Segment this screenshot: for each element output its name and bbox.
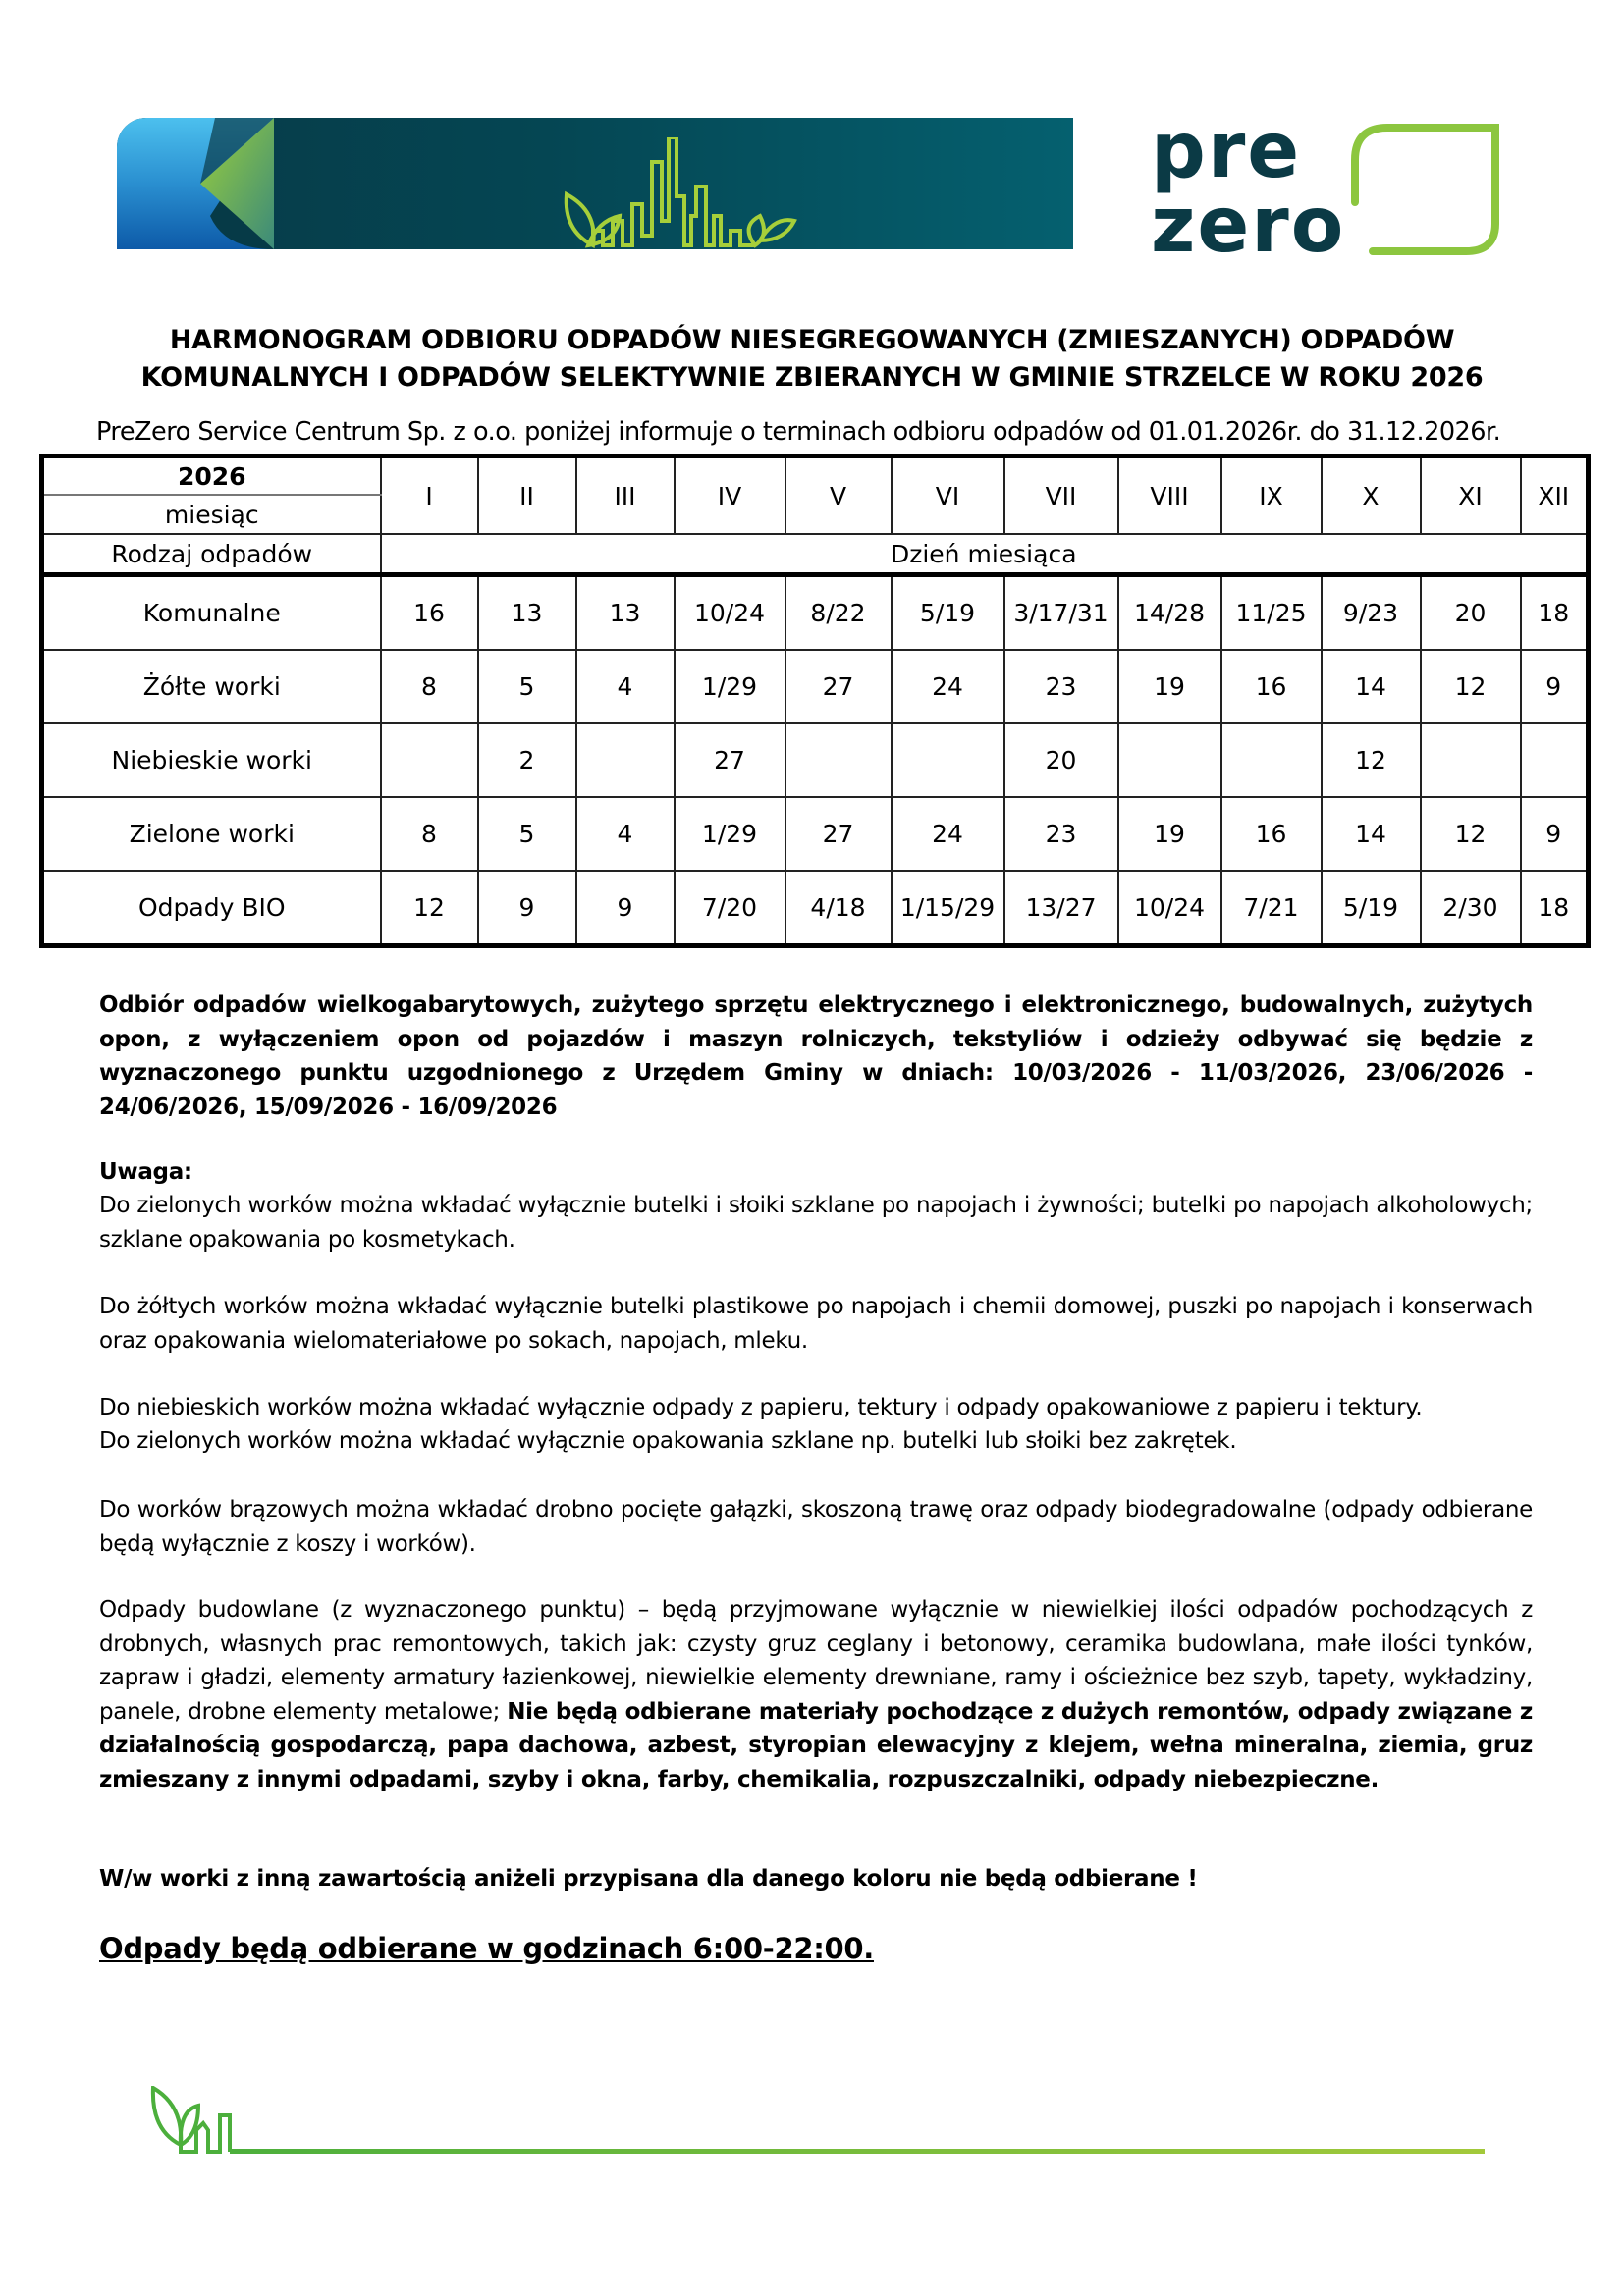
collection-day-cell: 16 xyxy=(1221,650,1322,723)
collection-day-cell: 18 xyxy=(1521,575,1589,651)
logo-text-zero: zero xyxy=(1151,182,1346,263)
collection-day-cell: 23 xyxy=(1004,650,1118,723)
waste-type-cell: Zielone worki xyxy=(42,797,381,871)
yellow-bags-note: Do żółtych worków można wkładać wyłącznie butelki plastikowe po napojach i chemii domowej, puszki po napojach i konserwach oraz opakowania wielomateriałowe po sokach, napojach, mleku. xyxy=(99,1294,1533,1354)
collection-day-cell: 14/28 xyxy=(1118,575,1221,651)
collection-day-cell xyxy=(1521,723,1589,797)
collection-day-cell: 24 xyxy=(892,650,1004,723)
construction-waste-excluded: Nie będą odbierane materiały pochodzące z dużych remontów, odpady związane z działalnością gospodarczą, papa dachowa, azbest, styropian elewacyjny z klejem, wełna mineralna, ziemia, gruz zmieszany z innymi odpadami, szyby i okna, farby, chemikalia, rozpuszczalniki, odpady niebezpieczne. xyxy=(99,1698,1534,1792)
collection-day-cell: 9 xyxy=(1521,797,1589,871)
day-of-month-label: Dzień miesiąca xyxy=(381,534,1589,575)
collection-day-cell: 1/29 xyxy=(675,650,785,723)
month-header: IX xyxy=(1221,456,1322,535)
collection-day-cell xyxy=(381,723,478,797)
bulky-waste-note: Odbiór odpadów wielkogabarytowych, zużytego sprzętu elektrycznego i elektronicznego, budowalnych, zużytych opon, z wyłączeniem opon od pojazdów i maszyn rolniczych, tekstyliów i odzieży odbywać się będzie z wyznaczonego punktu uzgodnionego z Urzędem Gminy w dniach: 10/03/2026 - 11/03/2026, 23/06/2026 - 24/06/2026, 15/09/2026 - 16/09/2026 xyxy=(99,992,1533,1120)
footer-leaf-line-graphic xyxy=(149,2086,1485,2157)
note-heading: Uwaga: xyxy=(99,1159,192,1185)
intro-text: PreZero Service Centrum Sp. z o.o. poniżej informuje o terminach odbioru odpadów od 01.01.2026r. do 31.12.2026r. xyxy=(96,417,1501,447)
collection-day-cell: 12 xyxy=(1421,650,1521,723)
header-banner xyxy=(117,118,1073,249)
collection-day-cell: 8/22 xyxy=(785,575,892,651)
collection-hours: Odpady będą odbierane w godzinach 6:00-22:00. xyxy=(99,1932,874,1965)
collection-day-cell: 9/23 xyxy=(1322,575,1421,651)
month-header: I xyxy=(381,456,478,535)
collection-day-cell: 5 xyxy=(478,797,576,871)
construction-waste-note xyxy=(99,1593,1533,1796)
month-header: X xyxy=(1322,456,1421,535)
table-row xyxy=(42,723,1589,797)
collection-day-cell: 20 xyxy=(1004,723,1118,797)
collection-day-cell: 4 xyxy=(576,797,675,871)
waste-type-cell: Żółte worki xyxy=(42,650,381,723)
waste-type-cell: Komunalne xyxy=(42,575,381,651)
collection-day-cell: 14 xyxy=(1322,797,1421,871)
collection-day-cell xyxy=(576,723,675,797)
year-header: 2026 xyxy=(42,456,381,496)
collection-day-cell xyxy=(1118,723,1221,797)
collection-day-cell: 18 xyxy=(1521,871,1589,946)
collection-day-cell: 14 xyxy=(1322,650,1421,723)
month-header: IV xyxy=(675,456,785,535)
table-row xyxy=(42,650,1589,723)
wrong-content-warning: W/w worki z inną zawartością aniżeli przypisana dla danego koloru nie będą odbierane ! xyxy=(99,1866,1198,1892)
collection-day-cell: 10/24 xyxy=(1118,871,1221,946)
collection-day-cell xyxy=(892,723,1004,797)
collection-day-cell: 2 xyxy=(478,723,576,797)
waste-type-cell: Niebieskie worki xyxy=(42,723,381,797)
collection-day-cell: 10/24 xyxy=(675,575,785,651)
green-bags-note: Do zielonych worków można wkładać wyłącznie butelki i słoiki szklane po napojach i żywności; butelki po napojach alkoholowych; szklane opakowania po kosmetykach. xyxy=(99,1193,1533,1253)
collection-day-cell: 9 xyxy=(576,871,675,946)
collection-day-cell: 4 xyxy=(576,650,675,723)
collection-day-cell: 8 xyxy=(381,797,478,871)
waste-type-cell: Odpady BIO xyxy=(42,871,381,946)
prezero-logo xyxy=(1147,116,1500,263)
collection-day-cell: 20 xyxy=(1421,575,1521,651)
waste-type-label: Rodzaj odpadów xyxy=(42,534,381,575)
month-header: II xyxy=(478,456,576,535)
month-header: III xyxy=(576,456,675,535)
collection-day-cell: 8 xyxy=(381,650,478,723)
leaf-icon xyxy=(153,2088,230,2152)
collection-day-cell: 12 xyxy=(1322,723,1421,797)
collection-day-cell: 4/18 xyxy=(785,871,892,946)
collection-day-cell: 23 xyxy=(1004,797,1118,871)
collection-day-cell: 24 xyxy=(892,797,1004,871)
construction-waste-allowed: Odpady budowlane (z wyznaczonego punktu) – będą przyjmowane wyłącznie w niewielkiej ilości odpadów pochodzących z drobnych, własnych prac remontowych, takich jak: czysty gruz ceglany i betonowy, ceramika budowlana, małe ilości tynków, zapraw i gładzi, elementy armatury łazienkowej, niewielkie elementy drewniane, ramy i ościeżnice bez szyb, tapety, wykładziny, panele, drobne elementy metalowe; xyxy=(99,1597,1533,1725)
collection-day-cell: 9 xyxy=(1521,650,1589,723)
banner-corner-graphic xyxy=(117,118,274,249)
green-bags-note-2: Do zielonych worków można wkładać wyłącznie opakowania szklane np. butelki lub słoiki bez zakrętek. xyxy=(99,1428,1237,1454)
collection-day-cell: 13 xyxy=(478,575,576,651)
month-header: VI xyxy=(892,456,1004,535)
document-title-line1: HARMONOGRAM ODBIORU ODPADÓW NIESEGREGOWANYCH (ZMIESZANYCH) ODPADÓW xyxy=(169,325,1455,355)
month-header: XI xyxy=(1421,456,1521,535)
collection-day-cell: 1/29 xyxy=(675,797,785,871)
collection-schedule-table xyxy=(39,454,1591,948)
table-row xyxy=(42,797,1589,871)
month-header: XII xyxy=(1521,456,1589,535)
collection-day-cell: 2/30 xyxy=(1421,871,1521,946)
collection-day-cell xyxy=(1221,723,1322,797)
collection-day-cell: 27 xyxy=(785,797,892,871)
collection-day-cell: 13/27 xyxy=(1004,871,1118,946)
collection-day-cell: 27 xyxy=(785,650,892,723)
collection-day-cell: 9 xyxy=(478,871,576,946)
table-row xyxy=(42,871,1589,946)
collection-day-cell xyxy=(1421,723,1521,797)
blue-bags-note: Do niebieskich worków można wkładać wyłącznie odpady z papieru, tektury i odpady opakowaniowe z papieru i tektury. xyxy=(99,1395,1423,1420)
collection-day-cell: 7/20 xyxy=(675,871,785,946)
collection-day-cell: 1/15/29 xyxy=(892,871,1004,946)
collection-day-cell: 11/25 xyxy=(1221,575,1322,651)
month-header: V xyxy=(785,456,892,535)
logo-text-pre: pre xyxy=(1151,116,1302,195)
collection-day-cell: 12 xyxy=(381,871,478,946)
collection-day-cell: 5 xyxy=(478,650,576,723)
city-skyline-leaves-icon xyxy=(559,137,932,249)
collection-day-cell: 5/19 xyxy=(892,575,1004,651)
collection-day-cell: 7/21 xyxy=(1221,871,1322,946)
collection-day-cell: 19 xyxy=(1118,650,1221,723)
collection-day-cell: 3/17/31 xyxy=(1004,575,1118,651)
collection-day-cell: 12 xyxy=(1421,797,1521,871)
collection-day-cell xyxy=(785,723,892,797)
document-title-line2: KOMUNALNYCH I ODPADÓW SELEKTYWNIE ZBIERANYCH W GMINIE STRZELCE W ROKU 2026 xyxy=(140,362,1484,393)
collection-day-cell: 16 xyxy=(1221,797,1322,871)
month-label: miesiąc xyxy=(42,495,381,534)
table-row xyxy=(42,575,1589,651)
month-header: VII xyxy=(1004,456,1118,535)
collection-day-cell: 27 xyxy=(675,723,785,797)
month-header: VIII xyxy=(1118,456,1221,535)
collection-day-cell: 5/19 xyxy=(1322,871,1421,946)
collection-day-cell: 13 xyxy=(576,575,675,651)
collection-day-cell: 19 xyxy=(1118,797,1221,871)
brown-bags-note: Do worków brązowych można wkładać drobno pocięte gałązki, skoszoną trawę oraz odpady biodegradowalne (odpady odbierane będą wyłącznie z koszy i worków). xyxy=(99,1497,1533,1557)
collection-day-cell: 16 xyxy=(381,575,478,651)
